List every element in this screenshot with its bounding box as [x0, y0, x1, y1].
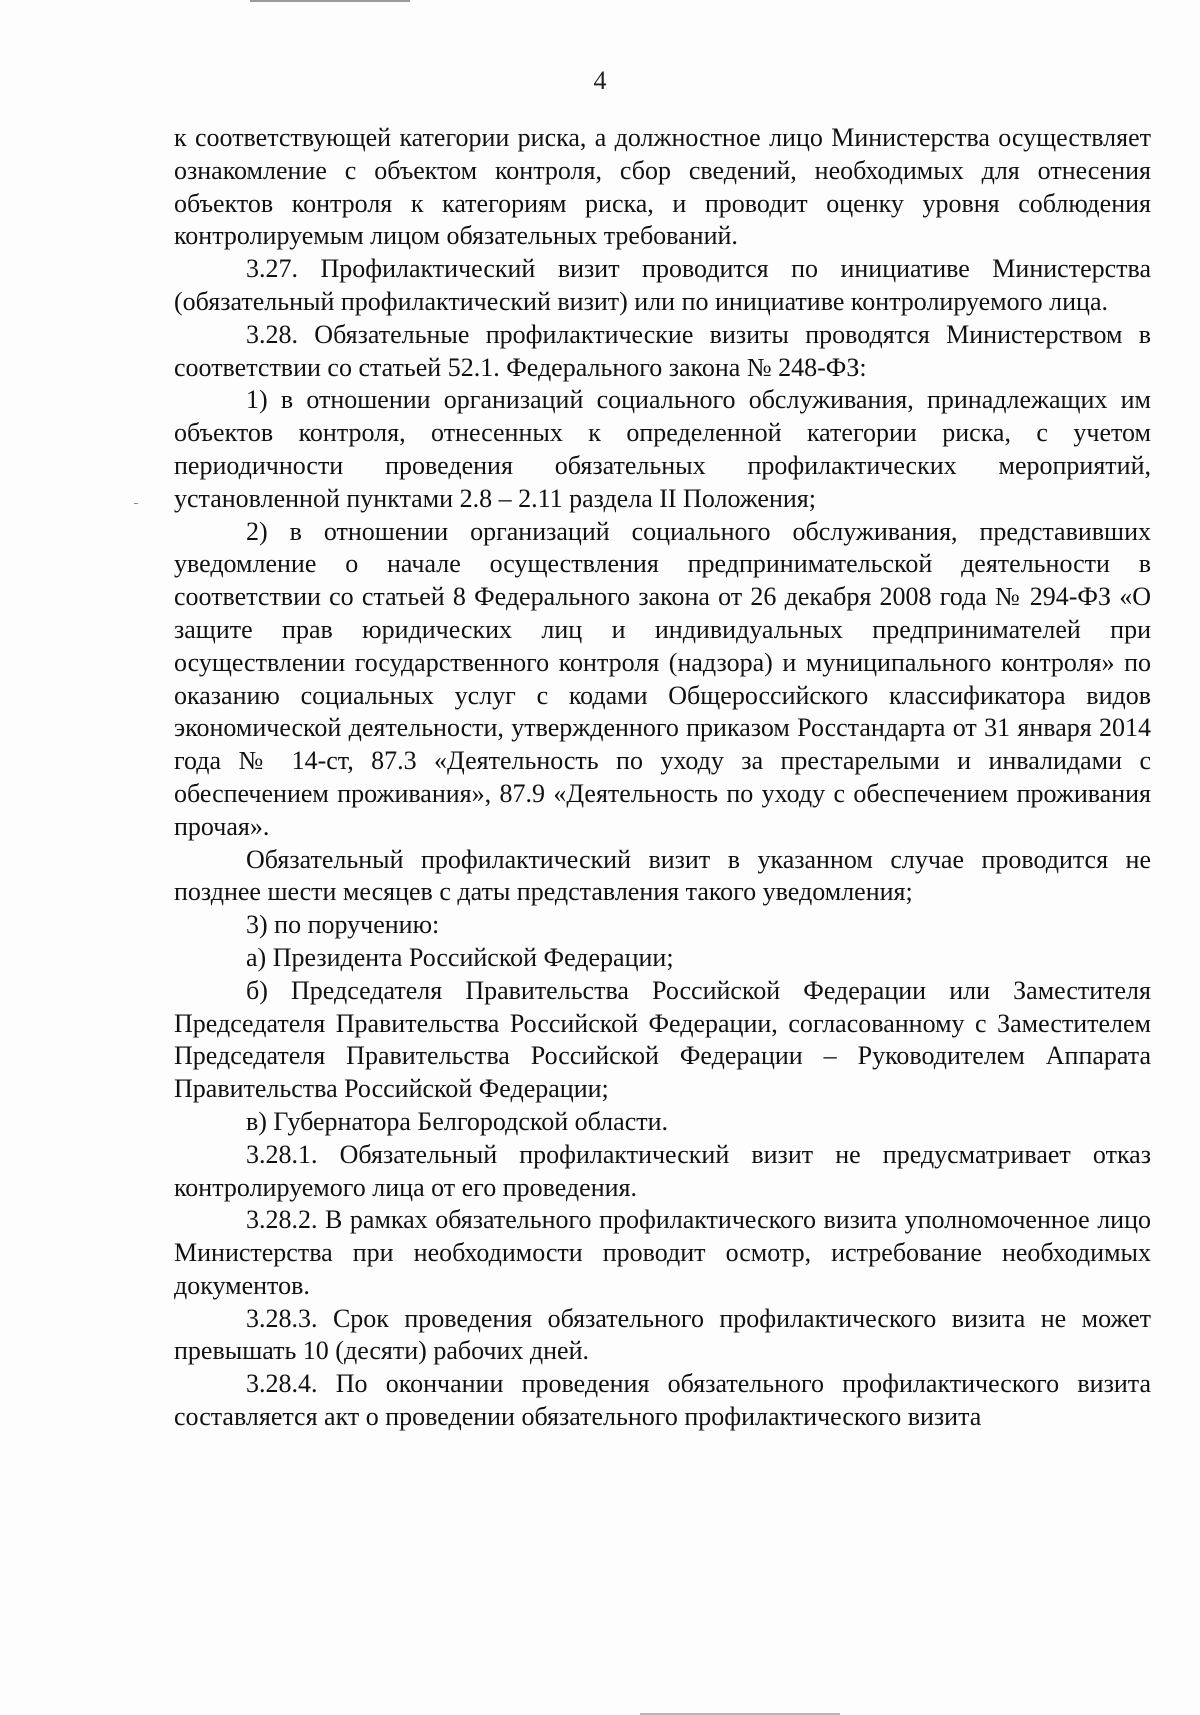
paragraph-3-28-4: 3.28.4. По окончании проведения обязательного профилактического визита составляется акт о проведении обязательного профилактического визита [174, 1369, 1151, 1432]
paragraph-3-28-1: 3.28.1. Обязательный профилактический визит не предусматривает отказ контролируемого лица от его проведения. [174, 1139, 1151, 1202]
list-item-1: 1) в отношении организаций социального обслуживания, принадлежащих им объектов контроля, отнесенных к определенной категории риска, с учетом периодичности проведения обязательных профилактических мероприятий, установленной пунктами 2.8 – 2.11 раздела II Положения; [174, 385, 1151, 513]
paragraph-continuation: к соответствующей категории риска, а должностное лицо Министерства осуществляет ознакомление с объектом контроля, сбор сведений, необходимых для отнесения объектов контроля к категориям риска, и проводит оценку уровня соблюдения контролируемым лицом обязательных требований. [174, 123, 1151, 251]
paragraph-3-27: 3.27. Профилактический визит проводится по инициативе Министерства (обязательный профилактический визит) или по инициативе контролируемого лица. [174, 254, 1151, 316]
paragraph-3-28-3: 3.28.3. Срок проведения обязательного профилактического визита не может превышать 10 (десяти) рабочих дней. [174, 1303, 1151, 1366]
list-item-3: 3) по поручению: [246, 910, 440, 940]
page-number: 4 [593, 66, 607, 95]
document-body [174, 122, 1151, 1434]
paragraph-3-28-2: 3.28.2. В рамках обязательного профилактического визита уполномоченное лицо Министерства при необходимости проводит осмотр, истребование необходимых документов. [174, 1205, 1151, 1300]
margin-mark [134, 503, 138, 504]
paragraph-3-28: 3.28. Обязательные профилактические визиты проводятся Министерством в соответствии со статьей 52.1. Федерального закона № 248-ФЗ: [174, 319, 1151, 382]
list-subitem-a: а) Президента Российской Федерации; [246, 942, 674, 972]
list-item-2: 2) в отношении организаций социального обслуживания, представивших уведомление о начале осуществления предпринимательской деятельности в соответствии со статьей 8 Федерального закона от 26 декабря 2008 года № 294-ФЗ «О защите прав юридических лиц и индивидуальных предпринимателей при осуществлении государственного контроля (надзора) и муниципального контроля» по оказанию социальных услуг с кодами Общероссийского классификатора видов экономической деятельности, утвержденного приказом Росстандарта от 31 января 2014 года № 14-ст, 87.3 «Деятельность по уходу за престарелыми и инвалидами с обеспечением проживания», 87.9 «Деятельность по уходу с обеспечением проживания прочая». [174, 516, 1151, 841]
list-subitem-v: в) Губернатора Белгородской области. [246, 1106, 669, 1136]
paragraph-visit-deadline: Обязательный профилактический визит в указанном случае проводится не позднее шести месяцев с даты представления такого уведомления; [174, 844, 1151, 907]
list-subitem-b: б) Председателя Правительства Российской Федерации или Заместителя Председателя Правительства Российской Федерации, согласованному с Заместителем Председателя Правительства Российской Федерации – Руководителем Аппарата Правительства Российской Федерации; [174, 975, 1151, 1104]
top-edge-rule [250, 0, 410, 2]
